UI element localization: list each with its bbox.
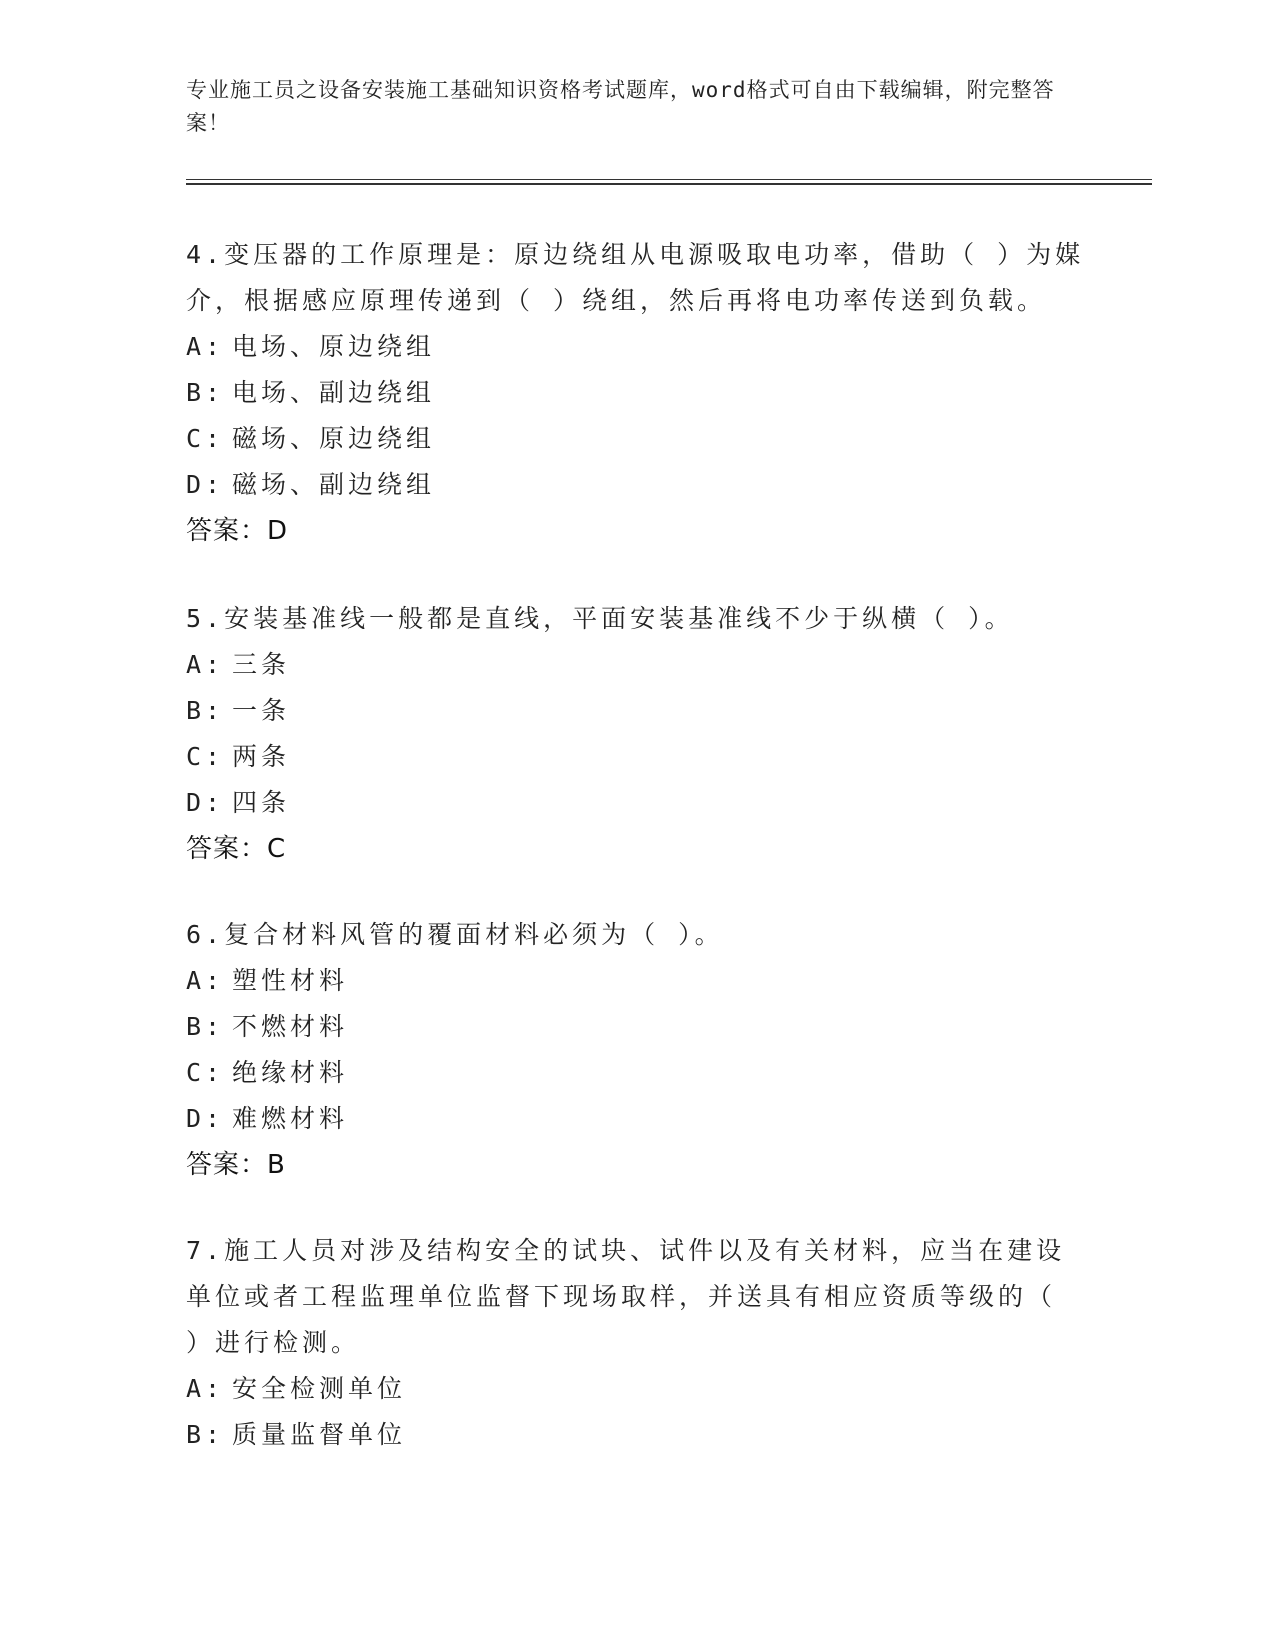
option-text: 绝缘材料 [232, 1058, 349, 1087]
option-key: D: [186, 470, 225, 499]
option-text: 安全检测单位 [232, 1374, 407, 1403]
option-c [186, 416, 1086, 462]
option-key: C: [186, 424, 225, 453]
option-key: D: [186, 1104, 225, 1133]
option-d [186, 780, 1086, 826]
option-text: 两条 [232, 742, 291, 771]
option-text: 磁场、副边绕组 [232, 470, 436, 499]
option-key: A: [186, 650, 225, 679]
option-text: 质量监督单位 [232, 1420, 407, 1449]
option-key: C: [186, 1058, 225, 1087]
option-key: A: [186, 1374, 225, 1403]
option-a [186, 642, 1086, 688]
option-c [186, 1050, 1086, 1096]
option-key: D: [186, 788, 225, 817]
option-text: 一条 [232, 696, 291, 725]
option-key: C: [186, 742, 225, 771]
question-stem: 6.复合材料风管的覆面材料必须为（ ）。 [186, 920, 724, 949]
option-d [186, 1096, 1086, 1142]
option-text: 不燃材料 [232, 1012, 349, 1041]
option-key: B: [186, 1012, 225, 1041]
option-text: 电场、副边绕组 [232, 378, 436, 407]
option-b [186, 688, 1086, 734]
option-b [186, 1412, 1086, 1458]
header-divider-top [186, 179, 1152, 180]
option-a [186, 958, 1086, 1004]
question-stem: 4.变压器的工作原理是：原边绕组从电源吸取电功率，借助（ ）为媒介，根据感应原理传递到（ ）绕组，然后再将电功率传送到负载。 [186, 240, 1085, 315]
option-b [186, 370, 1086, 416]
option-c [186, 734, 1086, 780]
option-key: A: [186, 332, 225, 361]
question-stem: 5.安装基准线一般都是直线，平面安装基准线不少于纵横（ ）。 [186, 604, 1014, 633]
option-d [186, 462, 1086, 508]
option-key: B: [186, 696, 225, 725]
question-7 [186, 1228, 1086, 1458]
question-6 [186, 912, 1086, 1188]
option-text: 四条 [232, 788, 291, 817]
document-header: 专业施工员之设备安装施工基础知识资格考试题库，word格式可自由下载编辑，附完整答案！ [186, 78, 1055, 135]
question-5 [186, 596, 1086, 872]
header-divider-bottom [186, 183, 1152, 185]
option-text: 电场、原边绕组 [232, 332, 436, 361]
option-text: 塑性材料 [232, 966, 349, 995]
option-b [186, 1004, 1086, 1050]
option-a [186, 324, 1086, 370]
option-text: 难燃材料 [232, 1104, 349, 1133]
option-key: B: [186, 378, 225, 407]
question-stem: 7.施工人员对涉及结构安全的试块、试件以及有关材料，应当在建设单位或者工程监理单位监督下现场取样，并送具有相应资质等级的（ ）进行检测。 [186, 1236, 1066, 1357]
option-key: A: [186, 966, 225, 995]
option-key: B: [186, 1420, 225, 1449]
answer-line: 答案：B [186, 1150, 286, 1180]
option-text: 磁场、原边绕组 [232, 424, 436, 453]
answer-line: 答案：D [186, 516, 289, 546]
option-a [186, 1366, 1086, 1412]
answer-line: 答案：C [186, 834, 287, 864]
question-4 [186, 232, 1086, 554]
option-text: 三条 [232, 650, 291, 679]
